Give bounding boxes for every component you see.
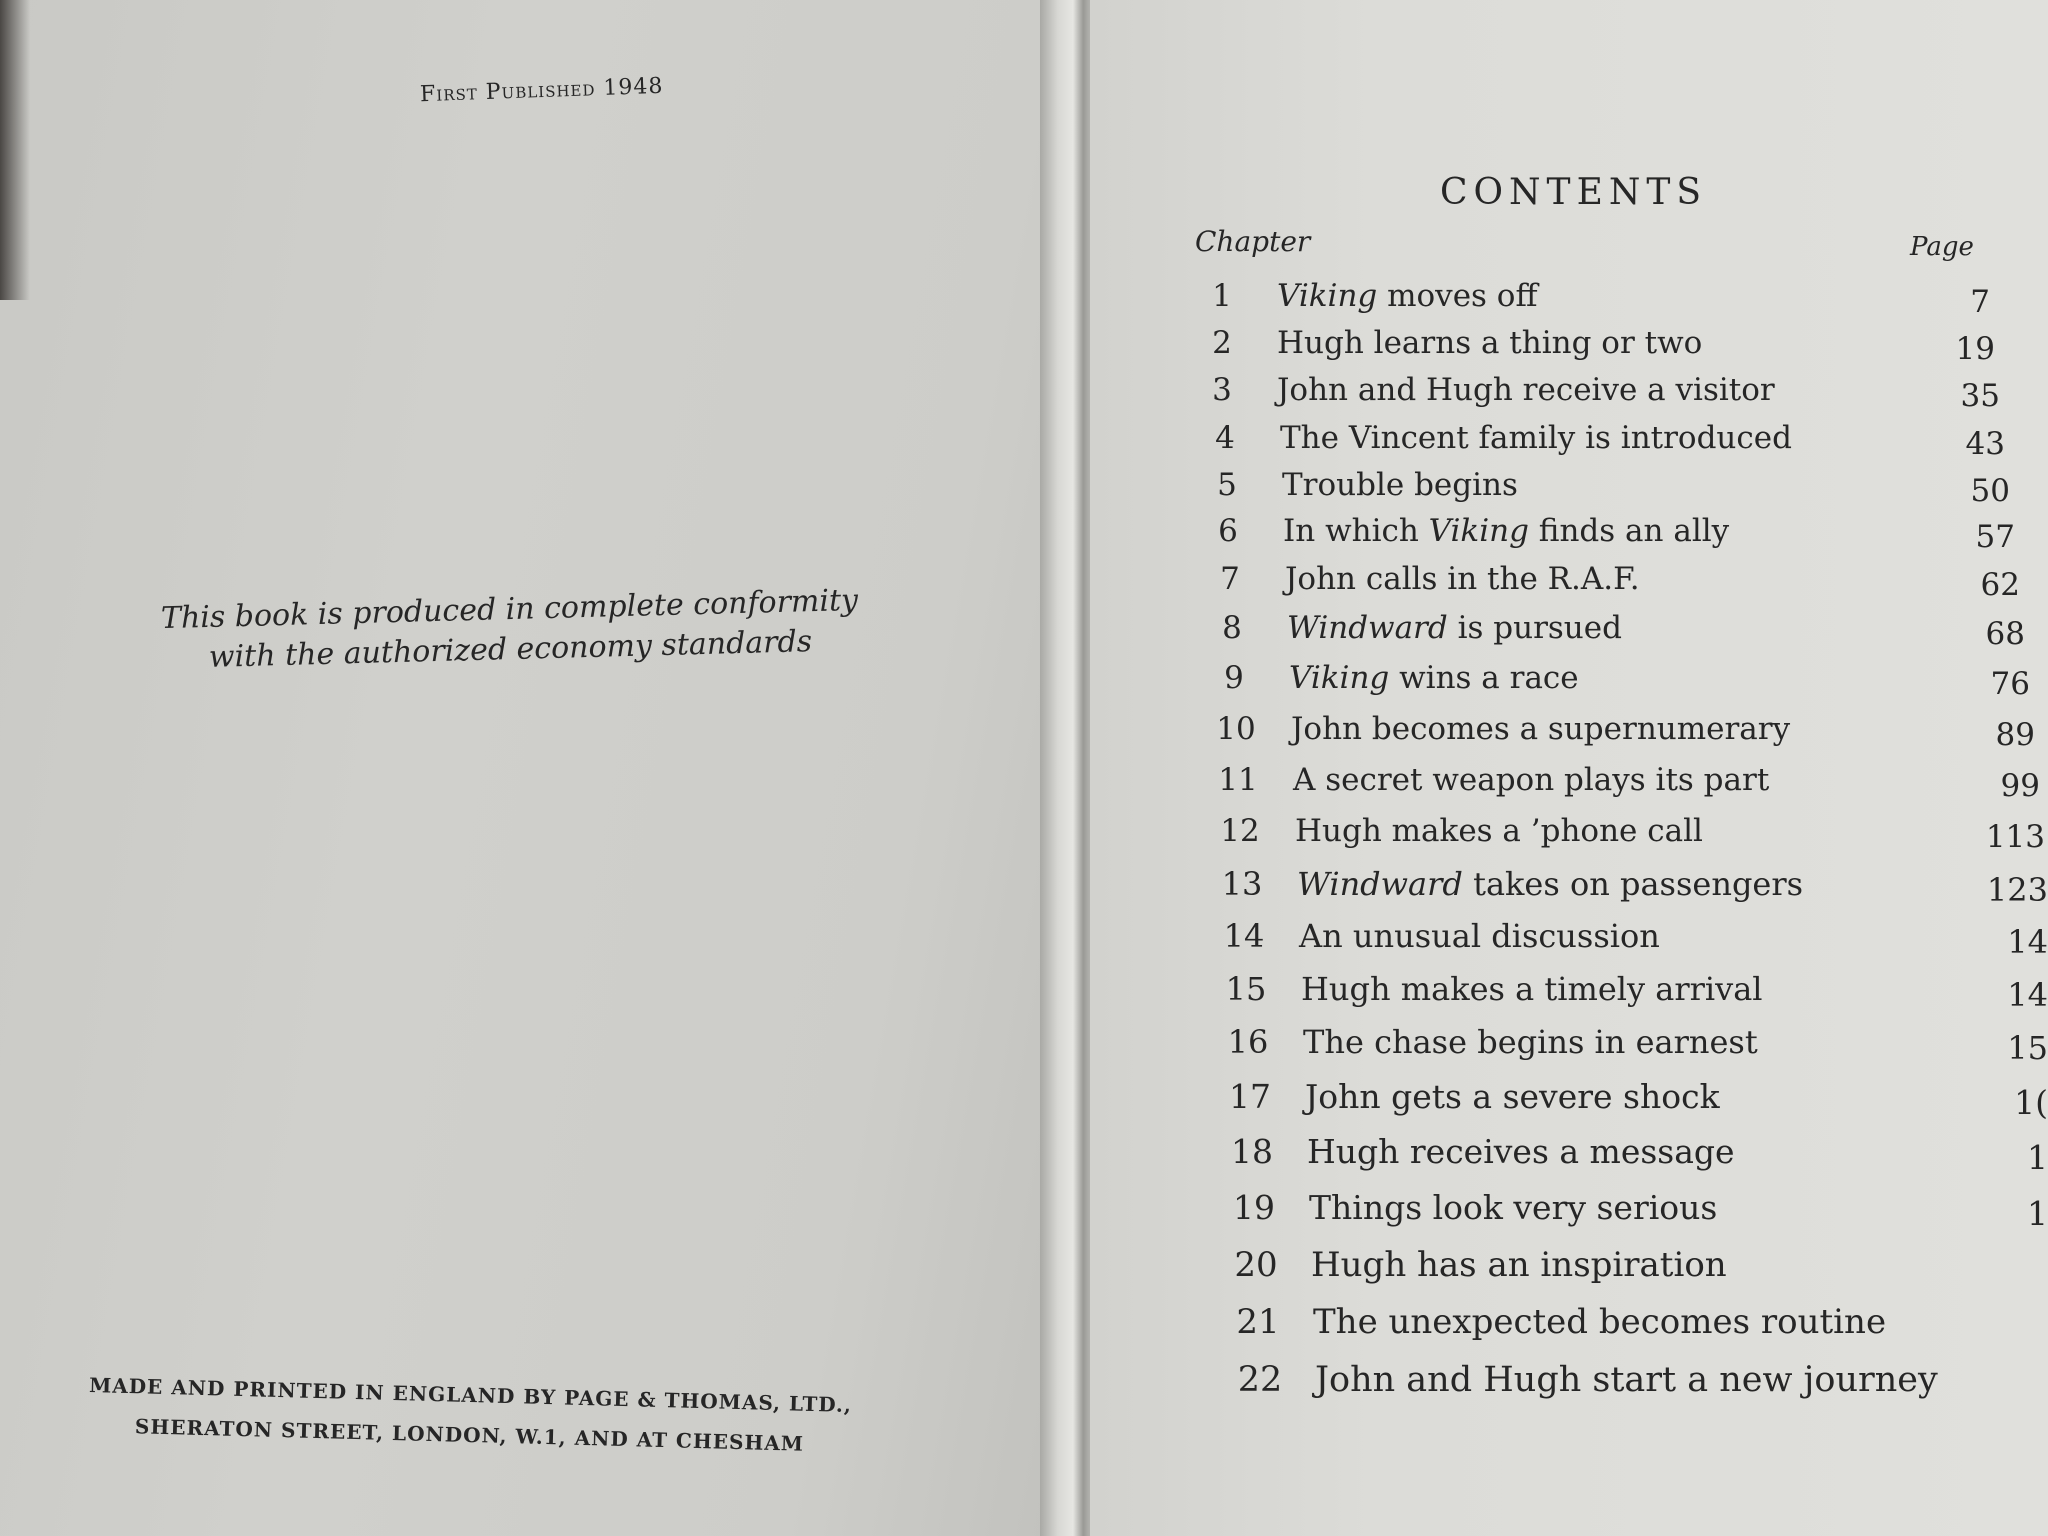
chapter-title bbox=[1293, 762, 1769, 798]
chapter-title-text: takes on passengers bbox=[1462, 865, 1804, 903]
chapter-title bbox=[1277, 325, 1702, 361]
chapter-title-text: John calls in the R.A.F. bbox=[1285, 561, 1640, 597]
page-number: 113 bbox=[1985, 819, 2045, 855]
page-number: 50 bbox=[1970, 473, 2010, 509]
chapter-title bbox=[1277, 278, 1538, 314]
imprint-line-1: MADE AND PRINTED IN ENGLAND BY PAGE & THOMAS, LTD., bbox=[88, 1373, 853, 1417]
chapter-title-text: moves off bbox=[1377, 278, 1538, 314]
chapter-title bbox=[1313, 1302, 1886, 1342]
toc-entry bbox=[1200, 561, 2048, 601]
toc-entry bbox=[1197, 467, 2048, 507]
page-number: 15 bbox=[2007, 1029, 2048, 1067]
chapter-title-text: is pursued bbox=[1447, 610, 1622, 646]
toc-entry bbox=[1208, 762, 2048, 802]
chapter-title bbox=[1285, 561, 1640, 597]
chapter-title-italic: Windward bbox=[1287, 610, 1448, 646]
page-column-header: Page bbox=[1910, 232, 1974, 262]
toc-entry bbox=[1210, 813, 2048, 853]
page-number: 57 bbox=[1975, 519, 2015, 555]
toc-entry bbox=[1230, 1360, 2048, 1400]
toc-entry bbox=[1224, 1188, 2048, 1233]
page-number: 1 bbox=[2027, 1194, 2048, 1233]
chapter-number: 6 bbox=[1218, 513, 1238, 549]
chapter-number: 10 bbox=[1216, 711, 1256, 747]
chapter-number: 2 bbox=[1212, 325, 1232, 361]
toc-entry bbox=[1198, 513, 2048, 553]
chapter-number: 1 bbox=[1212, 278, 1232, 314]
toc-entry bbox=[1192, 372, 2048, 412]
chapter-title-text: Hugh receives a message bbox=[1307, 1132, 1735, 1171]
chapter-number: 9 bbox=[1224, 660, 1244, 696]
page-number: 76 bbox=[1990, 666, 2030, 702]
toc-entry bbox=[1222, 1132, 2048, 1177]
chapter-title bbox=[1277, 372, 1775, 408]
page-number: 19 bbox=[1955, 331, 1995, 367]
chapter-title bbox=[1305, 1077, 1720, 1116]
chapter-title bbox=[1282, 467, 1518, 503]
chapter-title bbox=[1303, 1023, 1758, 1061]
chapter-title bbox=[1307, 1132, 1735, 1171]
chapter-title bbox=[1289, 660, 1579, 696]
page-number: 43 bbox=[1965, 426, 2005, 462]
chapter-title-text: The chase begins in earnest bbox=[1303, 1023, 1758, 1061]
chapter-title bbox=[1291, 711, 1790, 747]
page-number: 1( bbox=[2014, 1083, 2048, 1122]
chapter-title-italic: Viking bbox=[1277, 278, 1378, 314]
chapter-title bbox=[1311, 1245, 1727, 1285]
chapter-title-text: In which Viking finds an ally bbox=[1283, 513, 1730, 549]
toc-entry bbox=[1192, 278, 2048, 318]
chapter-title bbox=[1297, 865, 1803, 903]
toc-entry bbox=[1226, 1245, 2048, 1285]
toc-entry bbox=[1212, 865, 2048, 909]
chapter-number: 19 bbox=[1233, 1188, 1275, 1227]
toc-entry bbox=[1228, 1302, 2048, 1342]
chapter-title-text: John and Hugh receive a visitor bbox=[1277, 372, 1775, 408]
chapter-title-text: Hugh has an inspiration bbox=[1311, 1245, 1727, 1285]
chapter-number: 12 bbox=[1220, 813, 1260, 849]
chapter-number: 17 bbox=[1229, 1077, 1271, 1116]
chapter-number: 4 bbox=[1215, 420, 1235, 456]
chapter-number: 7 bbox=[1220, 561, 1240, 597]
page-number: 62 bbox=[1980, 567, 2020, 603]
page-number: 99 bbox=[2000, 768, 2040, 804]
chapter-number: 15 bbox=[1225, 970, 1267, 1008]
toc-entry bbox=[1218, 1023, 2048, 1067]
chapter-number: 21 bbox=[1236, 1302, 1280, 1342]
chapter-number: 5 bbox=[1217, 467, 1237, 503]
page-number: 123 bbox=[1986, 871, 2048, 909]
chapter-title-text: The Vincent family is introduced bbox=[1280, 420, 1792, 456]
chapter-number: 8 bbox=[1222, 610, 1242, 646]
chapter-column-header: Chapter bbox=[1195, 225, 1311, 258]
toc-entry bbox=[1216, 970, 2048, 1014]
chapter-title-text: The unexpected becomes routine bbox=[1313, 1302, 1887, 1342]
chapter-title-text: Hugh makes a ’phone call bbox=[1295, 813, 1703, 849]
toc-entry bbox=[1202, 610, 2048, 650]
chapter-number: 13 bbox=[1221, 865, 1263, 903]
chapter-number: 20 bbox=[1234, 1245, 1278, 1285]
chapter-title-italic: Viking bbox=[1289, 660, 1390, 696]
chapter-number: 18 bbox=[1231, 1132, 1273, 1171]
page-number: 7 bbox=[1970, 284, 1990, 320]
page-number: 14 bbox=[2007, 923, 2048, 961]
toc-entry bbox=[1204, 660, 2048, 700]
chapter-title-text: John becomes a supernumerary bbox=[1291, 711, 1791, 747]
chapter-title-text: John gets a severe shock bbox=[1305, 1077, 1720, 1116]
imprint-line-2: SHERATON STREET, LONDON, W.1, AND AT CHESHAM bbox=[134, 1414, 805, 1456]
chapter-title-text: wins a race bbox=[1389, 660, 1579, 696]
chapter-number: 14 bbox=[1223, 917, 1265, 955]
chapter-number: 11 bbox=[1218, 762, 1258, 798]
chapter-title bbox=[1315, 1360, 1938, 1400]
page-number: 35 bbox=[1960, 378, 2000, 414]
chapter-number: 16 bbox=[1227, 1023, 1269, 1061]
chapter-title bbox=[1287, 610, 1622, 646]
chapter-title-text: A secret weapon plays its part bbox=[1293, 762, 1770, 798]
page-number: 14 bbox=[2007, 976, 2048, 1014]
toc-entry bbox=[1220, 1077, 2048, 1122]
page-number: 89 bbox=[1995, 717, 2035, 753]
chapter-title bbox=[1299, 917, 1660, 955]
page-number: 1 bbox=[2027, 1138, 2048, 1177]
chapter-title-text: Trouble begins bbox=[1282, 467, 1518, 503]
toc-entry bbox=[1195, 420, 2048, 460]
chapter-title-text: John and Hugh start a new journey bbox=[1315, 1360, 1938, 1400]
conformity-line-1: This book is produced in complete conformity bbox=[160, 582, 859, 637]
conformity-line-2: with the authorized economy standards bbox=[208, 624, 813, 675]
chapter-title-text: Hugh makes a timely arrival bbox=[1301, 970, 1763, 1008]
toc-entry bbox=[1206, 711, 2048, 751]
toc-entry bbox=[1214, 917, 2048, 961]
chapter-title bbox=[1280, 420, 1792, 456]
chapter-title-text: An unusual discussion bbox=[1299, 917, 1660, 955]
page-number: 68 bbox=[1985, 616, 2025, 652]
chapter-title-italic: Windward bbox=[1297, 865, 1463, 903]
chapter-title bbox=[1283, 513, 1729, 549]
chapter-title-text: Things look very serious bbox=[1309, 1188, 1718, 1227]
chapter-title bbox=[1301, 970, 1763, 1008]
contents-title: CONTENTS bbox=[1440, 172, 1708, 213]
chapter-number: 22 bbox=[1237, 1360, 1283, 1400]
chapter-title-text: Hugh learns a thing or two bbox=[1277, 325, 1703, 361]
chapter-number: 3 bbox=[1212, 372, 1232, 408]
first-published-note: First Published 1948 bbox=[419, 73, 664, 108]
chapter-title bbox=[1309, 1188, 1717, 1227]
chapter-title bbox=[1295, 813, 1703, 849]
toc-entry bbox=[1192, 325, 2048, 365]
